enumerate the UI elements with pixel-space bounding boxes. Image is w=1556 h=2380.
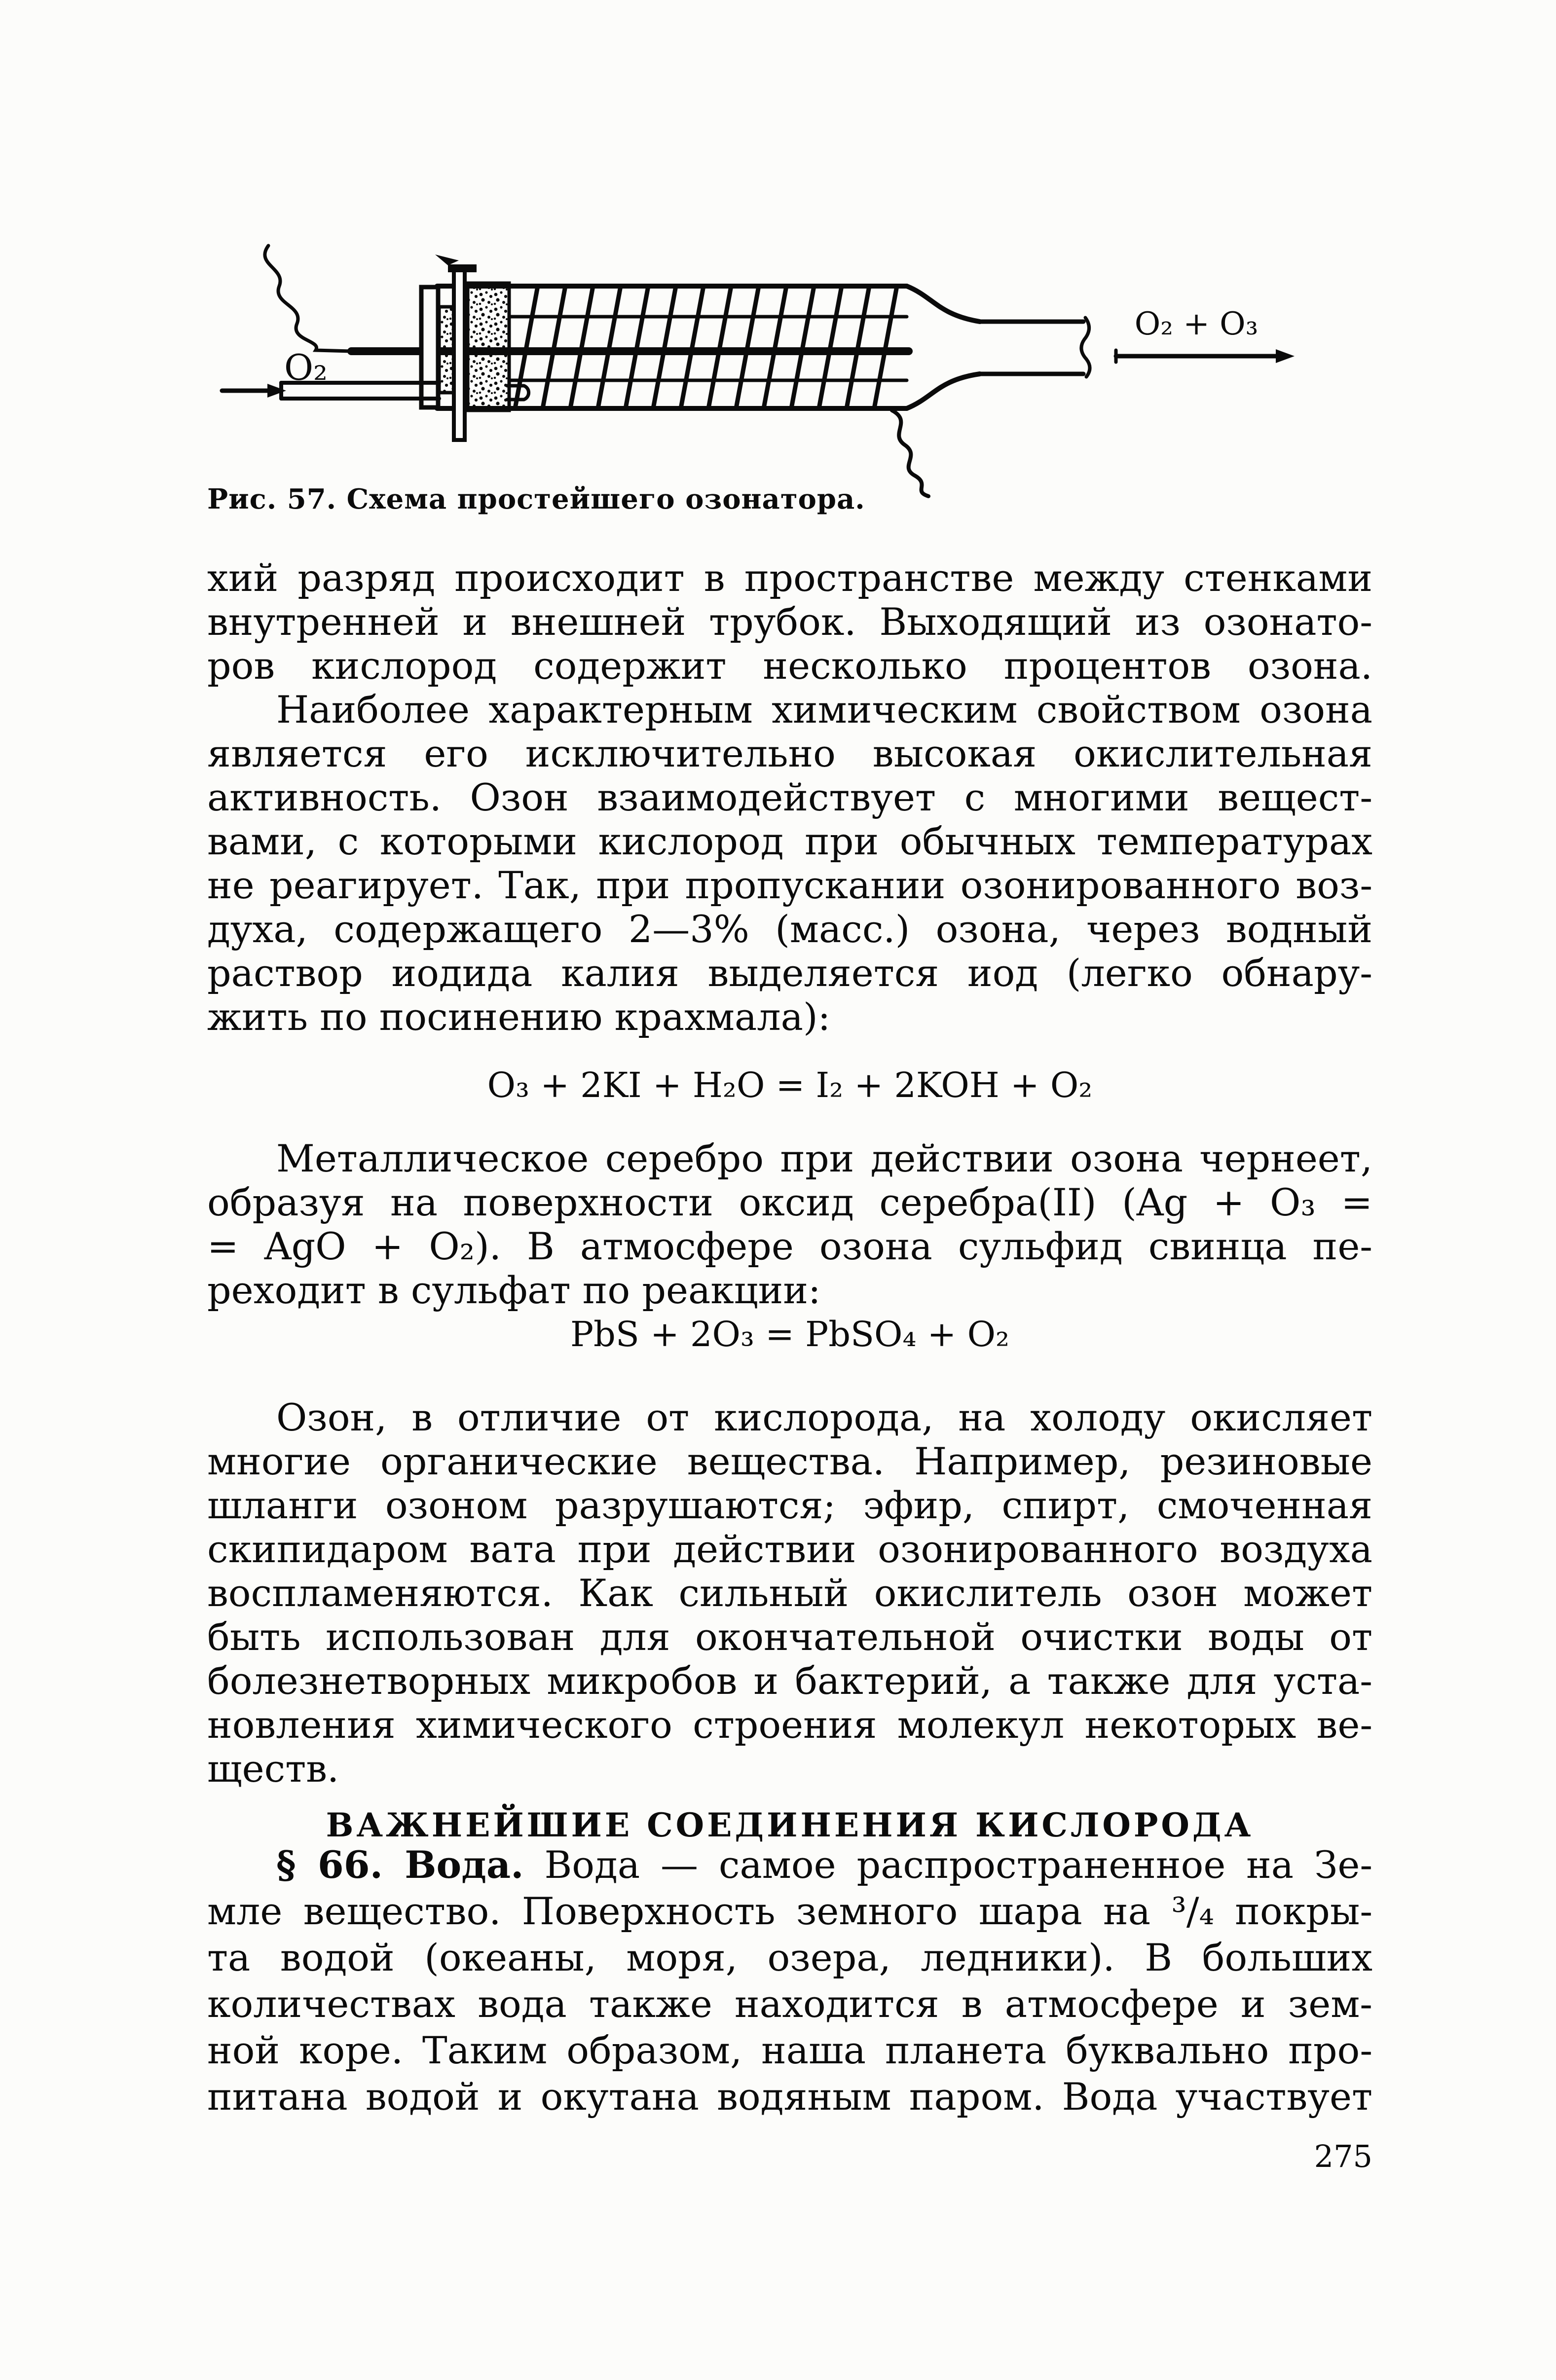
section-heading: ВАЖНЕЙШИЕ СОЕДИНЕНИЯ КИСЛОРОДА xyxy=(326,1806,1254,1844)
text-line: ров кислород содержит несколько процентов озона. xyxy=(207,644,1372,688)
text-line: ной коре. Таким образом, наша планета буквально про- xyxy=(207,2028,1372,2072)
paragraph-1 xyxy=(207,556,1372,688)
text-line: вами, с которыми кислород при обычных температурах xyxy=(207,819,1372,863)
text-line: многие органические вещества. Например, резиновые xyxy=(207,1439,1372,1483)
text-line: быть использован для окончательной очистки воды от xyxy=(207,1615,1372,1659)
text-line: та водой (океаны, моря, озера, ледники). В больших xyxy=(207,1936,1372,1979)
equation-1: O₃ + 2KI + H₂O = I₂ + 2KOH + O₂ xyxy=(487,1065,1093,1105)
o2-o3-outlet-label: O₂ + O₃ xyxy=(1134,306,1259,342)
section-first-line: Вода — самое распространенное на Зе- xyxy=(523,1843,1372,1887)
text-line: не реагирует. Так, при пропускании озонированного воз- xyxy=(207,863,1372,907)
outlet-break xyxy=(1081,318,1090,377)
o2-inlet-label: O₂ xyxy=(284,347,328,388)
section-marker: § 66. Вода. xyxy=(276,1843,524,1887)
paragraph-4 xyxy=(207,1395,1372,1791)
text-line: скипидаром вата при действии озонированного воздуха xyxy=(207,1527,1372,1571)
text-line: новления химического строения молекул некоторых ве- xyxy=(207,1703,1372,1747)
text-line: болезнетворных микробов и бактерий, а также для уста- xyxy=(207,1659,1372,1703)
stopper-large xyxy=(468,283,509,410)
text-line: хий разряд происходит в пространстве между стенками xyxy=(207,556,1372,600)
text-line: Наиболее характерным химическим свойством озона xyxy=(276,688,1372,732)
text-line: реходит в сульфат по реакции: xyxy=(207,1268,821,1312)
paragraph-3 xyxy=(207,1136,1372,1312)
text-line: активность. Озон взаимодействует с многими вещест- xyxy=(207,775,1372,819)
electrode-rod xyxy=(454,268,465,440)
text-line: = AgO + O₂). В атмосфере озона сульфид свинца пе- xyxy=(207,1224,1372,1268)
text-line: ществ. xyxy=(207,1747,339,1791)
text-line: воспламеняются. Как сильный окислитель озон может xyxy=(207,1571,1372,1615)
figure-caption: Рис. 57. Схема простейшего озонатора. xyxy=(207,483,865,515)
cone-top xyxy=(907,286,980,322)
text-line: шланги озоном разрушаются; эфир, спирт, смоченная xyxy=(207,1483,1372,1527)
ozonator-figure xyxy=(212,217,1347,498)
text-line: духа, содержащего 2—3% (масс.) озона, через водный xyxy=(207,907,1372,951)
rod-tip xyxy=(435,255,459,265)
text-line: жить по посинению крахмала): xyxy=(207,995,831,1039)
text-line: питана водой и окутана водяным паром. Вода участвует xyxy=(207,2075,1372,2119)
text-line: Металлическое серебро при действии озона чернеет, xyxy=(276,1136,1372,1180)
page-number: 275 xyxy=(1314,2138,1372,2174)
inlet-arrow xyxy=(222,384,286,398)
text-line: внутренней и внешней трубок. Выходящий из озонато- xyxy=(207,600,1372,644)
squiggle-wire xyxy=(265,246,351,351)
end-disc xyxy=(421,287,438,407)
text-line: раствор иодида калия выделяется иод (легко обнару- xyxy=(207,951,1372,995)
text-line: является его исключительно высокая окислительная xyxy=(207,732,1372,775)
paragraph-5 xyxy=(207,1842,1372,2120)
equation-2: PbS + 2O₃ = PbSO₄ + O₂ xyxy=(570,1314,1010,1355)
text-line: образуя на поверхности оксид серебра(II) (Ag + O₃ = xyxy=(207,1180,1372,1224)
paragraph-2 xyxy=(207,688,1372,1039)
text-line: количествах вода также находится в атмосфере и зем- xyxy=(207,1982,1372,2026)
text-line: Озон, в отличие от кислорода, на холоду окисляет xyxy=(276,1395,1372,1439)
cone-bottom xyxy=(907,374,980,408)
text-line xyxy=(207,1842,1372,1888)
rod-flange xyxy=(448,264,477,272)
outlet-arrow xyxy=(1116,349,1295,363)
text-line: мле вещество. Поверхность земного шара на ³/₄ покры- xyxy=(207,1889,1372,1933)
